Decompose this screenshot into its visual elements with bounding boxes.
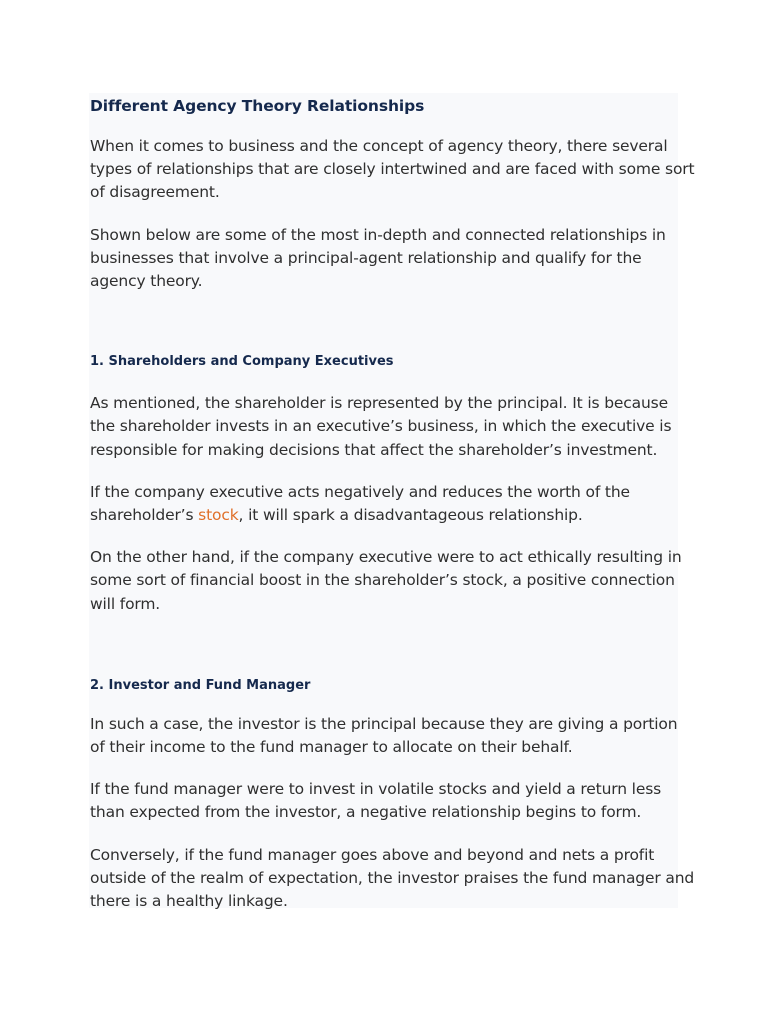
text-line: As mentioned, the shareholder is represented by the principal. It is because <box>90 394 668 413</box>
text-line: there is a healthy linkage. <box>90 892 288 911</box>
text-fragment: shareholder’s <box>90 506 199 525</box>
section2-paragraph-1 <box>90 713 680 759</box>
page-title: Different Agency Theory Relationships <box>90 97 425 115</box>
text-line: outside of the realm of expectation, the investor praises the fund manager and <box>90 868 695 887</box>
text-line: When it comes to business and the concept of agency theory, there several <box>90 137 668 155</box>
section1-paragraph-3 <box>90 546 680 616</box>
section-heading-shareholders: 1. Shareholders and Company Executives <box>90 354 394 370</box>
text-line: some sort of financial boost in the shareholder’s stock, a positive connection <box>90 571 675 590</box>
section1-paragraph-2 <box>90 481 680 527</box>
section2-paragraph-3 <box>90 844 695 914</box>
intro-paragraph-1 <box>90 135 695 205</box>
section2-paragraph-2 <box>90 778 680 824</box>
section-heading-investor: 2. Investor and Fund Manager <box>90 677 311 693</box>
text-line: Shown below are some of the most in-depth and connected relationships in <box>90 225 666 244</box>
section1-paragraph-1 <box>90 392 680 462</box>
text-line: agency theory. <box>90 272 203 291</box>
text-line: On the other hand, if the company executive were to act ethically resulting in <box>90 548 682 567</box>
text-line: of their income to the fund manager to allocate on their behalf. <box>90 738 573 757</box>
text-line: the shareholder invests in an executive’s business, in which the executive is <box>90 417 672 436</box>
text-line: In such a case, the investor is the principal because they are giving a portion <box>90 714 678 733</box>
text-line: Conversely, if the fund manager goes above and beyond and nets a profit <box>90 845 655 864</box>
text-line: If the company executive acts negatively and reduces the worth of the <box>90 482 630 501</box>
text-line: responsible for making decisions that affect the shareholder’s investment. <box>90 440 658 459</box>
text-line: than expected from the investor, a negative relationship begins to form. <box>90 803 642 822</box>
text-line: If the fund manager were to invest in volatile stocks and yield a return less <box>90 780 662 799</box>
text-fragment: , it will spark a disadvantageous relationship. <box>238 506 583 525</box>
text-line: will form. <box>90 594 161 613</box>
text-line: types of relationships that are closely intertwined and are faced with some sort <box>90 160 695 179</box>
article <box>90 94 695 913</box>
text-line: of disagreement. <box>90 183 220 202</box>
text-line: businesses that involve a principal-agent relationship and qualify for the <box>90 248 642 267</box>
stock-link[interactable]: stock <box>198 506 239 525</box>
text-line <box>90 504 680 527</box>
intro-paragraph-2 <box>90 224 680 294</box>
